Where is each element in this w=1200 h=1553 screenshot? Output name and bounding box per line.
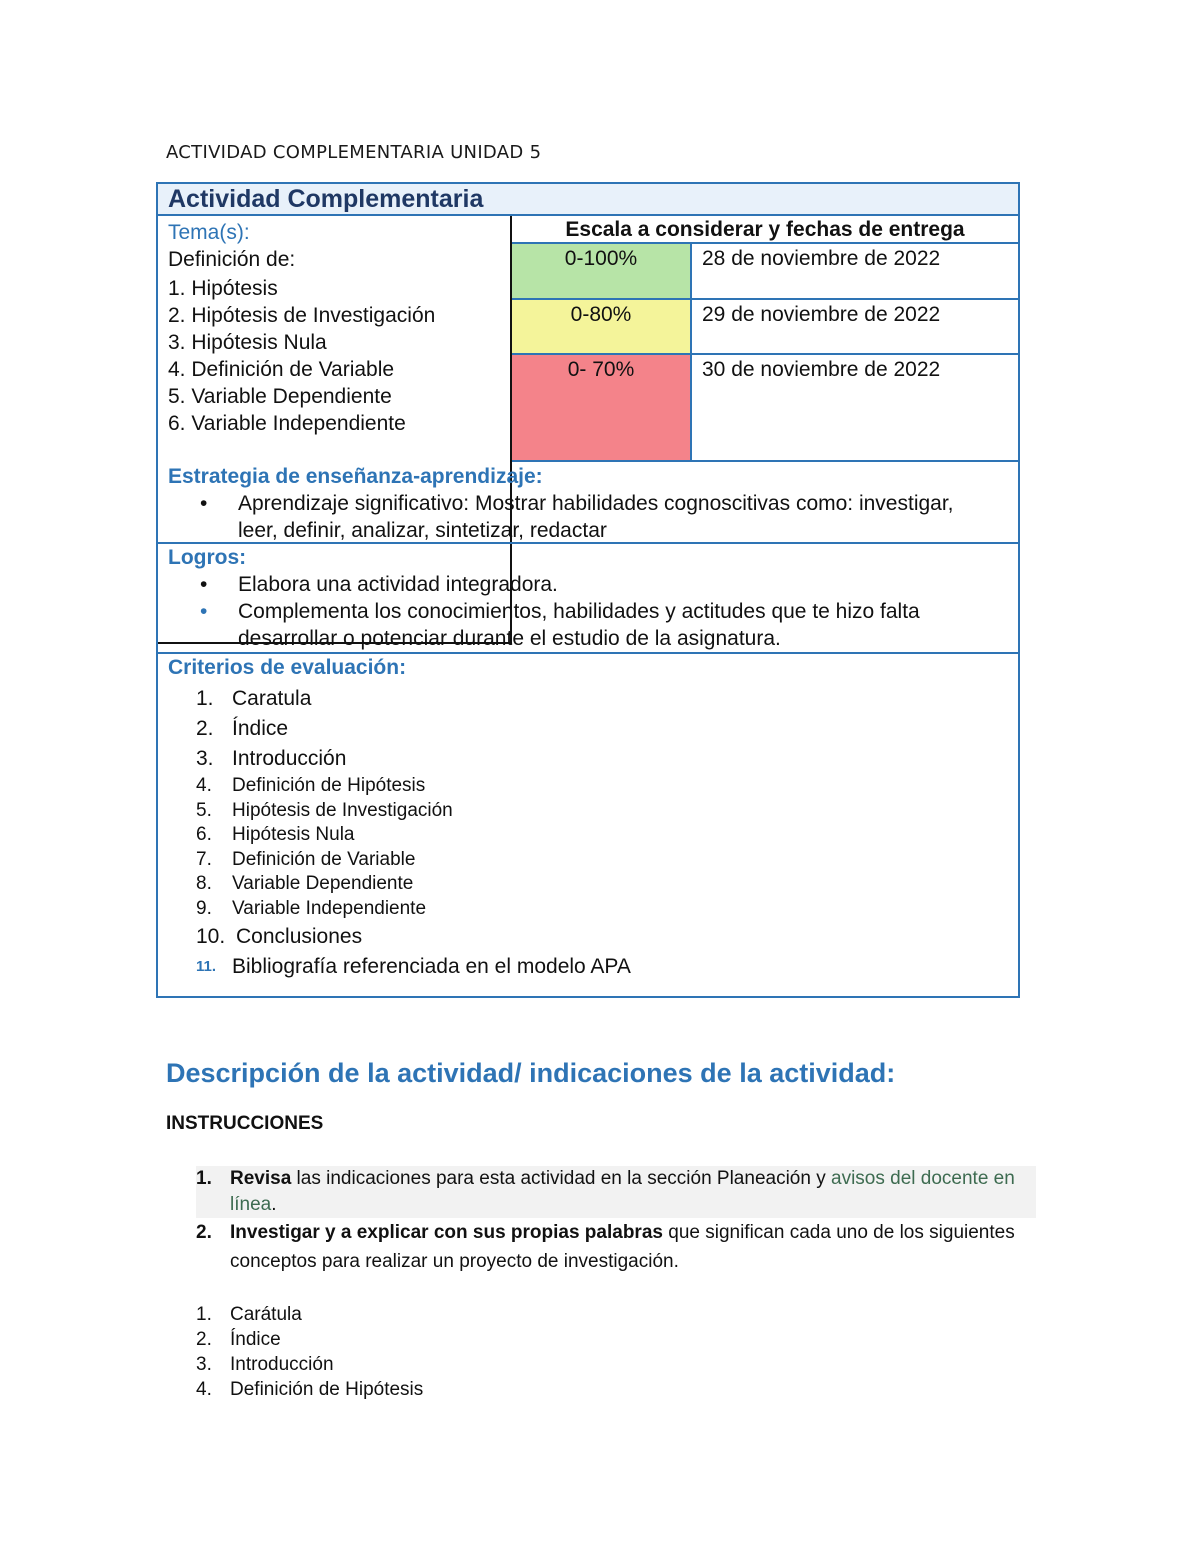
instrucciones-title: INSTRUCCIONES [166, 1113, 324, 1134]
descripcion-title: Descripción de la actividad/ indicaciones de la actividad: [166, 1058, 896, 1088]
list-item [196, 1166, 1036, 1218]
list-item [196, 1302, 423, 1327]
instruccion-end: . [271, 1194, 277, 1215]
concepto-text: Índice [230, 1329, 281, 1350]
criterios-list [196, 684, 631, 982]
list-item [196, 897, 631, 922]
criterio-text: Hipótesis de Investigación [232, 799, 453, 821]
escala-date: 28 de noviembre de 2022 [702, 247, 941, 270]
item-number: 3. [196, 1354, 212, 1375]
list-item [196, 1327, 423, 1352]
temas-intro: Definición de: [168, 248, 296, 271]
list-item [196, 848, 631, 873]
avisos-link[interactable]: avisos del docente en línea [230, 1168, 1015, 1215]
escala-date: 30 de noviembre de 2022 [702, 358, 941, 381]
criterio-text: Definición de Hipótesis [232, 775, 426, 796]
tema-item: 1. Hipótesis [168, 277, 278, 300]
list-item [200, 490, 988, 544]
document-header: ACTIVIDAD COMPLEMENTARIA UNIDAD 5 [166, 142, 542, 163]
list-item [196, 774, 631, 799]
activity-table [156, 182, 1020, 998]
bullet-icon: • [200, 573, 208, 596]
instruccion-bold: Investigar y a explicar con sus propias palabras [230, 1222, 663, 1243]
list-item [196, 1377, 423, 1402]
list-item [200, 571, 988, 598]
list-item [196, 744, 631, 774]
logros-list [200, 571, 988, 652]
instruccion-bold: Revisa [230, 1168, 292, 1189]
item-number: 5. [196, 799, 212, 821]
item-number: 2. [196, 717, 214, 740]
criterio-text: Caratula [232, 687, 312, 710]
temas-label: Tema(s): [168, 221, 250, 244]
logro-item-text: Complementa los conocimientos, habilidades y actitudes que te hizo falta desarrollar o potenciar durante el estudio de la asignatura. [238, 600, 920, 650]
list-item [196, 1218, 1036, 1276]
list-item [200, 598, 988, 652]
estrategia-label: Estrategia de enseñanza-aprendizaje: [168, 465, 543, 488]
temas-list [168, 275, 435, 437]
criterio-text: Bibliografía referenciada en el modelo APA [232, 954, 631, 978]
criterio-text: Índice [232, 717, 289, 740]
concepto-text: Definición de Hipótesis [230, 1379, 424, 1400]
logro-item-text: Elabora una actividad integradora. [238, 573, 558, 596]
list-item [196, 714, 631, 744]
list-item [196, 823, 631, 848]
item-number: 2. [196, 1222, 212, 1243]
criterio-text: Hipótesis Nula [232, 824, 355, 846]
list-item [196, 922, 631, 952]
escala-header: Escala a considerar y fechas de entrega [512, 216, 1018, 244]
escala-date: 29 de noviembre de 2022 [702, 303, 941, 326]
bullet-icon: • [200, 600, 208, 623]
escala-percent: 0- 70% [512, 355, 692, 460]
tema-item: 3. Hipótesis Nula [168, 331, 327, 354]
item-number: 1. [196, 1304, 212, 1325]
list-item [196, 872, 631, 897]
concepto-text: Carátula [230, 1304, 302, 1325]
tema-item: 5. Variable Dependiente [168, 385, 392, 408]
list-item [196, 799, 631, 824]
escala-percent: 0-100% [512, 244, 692, 298]
item-number: 1. [196, 687, 214, 710]
list-item [196, 952, 631, 982]
table-title: Actividad Complementaria [168, 185, 484, 213]
escala-row [512, 355, 1018, 462]
criterios-section [158, 654, 1018, 996]
tema-item: 6. Variable Independiente [168, 412, 406, 435]
item-number: 2. [196, 1329, 212, 1350]
logros-label: Logros: [168, 546, 247, 569]
list-item [196, 684, 631, 714]
item-number: 6. [196, 824, 212, 846]
conceptos-list [196, 1302, 423, 1402]
criterio-text: Conclusiones [236, 924, 363, 948]
item-number: 7. [196, 848, 212, 870]
instruccion-text: las indicaciones para esta actividad en la sección Planeación y [291, 1168, 831, 1189]
item-number: 1. [196, 1168, 212, 1189]
estrategia-list [200, 490, 988, 544]
criterio-text: Introducción [232, 747, 347, 770]
instrucciones-list [196, 1166, 1036, 1276]
criterios-label: Criterios de evaluación: [168, 656, 407, 679]
concepto-text: Introducción [230, 1354, 334, 1375]
criterio-text: Variable Dependiente [232, 873, 414, 895]
criterio-text: Variable Independiente [232, 897, 427, 919]
escala-row [512, 244, 1018, 300]
escala-row [512, 300, 1018, 355]
logros-section [158, 544, 1018, 654]
item-number: 8. [196, 873, 212, 895]
escala-percent: 0-80% [512, 300, 692, 353]
list-item [196, 1352, 423, 1377]
tema-item: 2. Hipótesis de Investigación [168, 304, 436, 327]
item-number: 3. [196, 747, 214, 770]
item-number: 4. [196, 775, 212, 796]
estrategia-section [158, 462, 1018, 544]
criterio-text: Definición de Variable [232, 848, 416, 870]
estrategia-item-text: Aprendizaje significativo: Mostrar habilidades cognoscitivas como: investigar, leer, definir, analizar, sintetizar, redactar [238, 492, 954, 542]
item-number: 10. [196, 924, 226, 948]
table-title-bar [158, 184, 1018, 216]
item-number: 4. [196, 1379, 212, 1400]
instruccion-text: que significan cada uno de los siguientes conceptos para realizar un proyecto de investigación. [230, 1222, 1015, 1272]
item-number: 9. [196, 897, 212, 919]
tema-item: 4. Definición de Variable [168, 358, 395, 381]
item-number: 11. [196, 957, 217, 975]
bullet-icon: • [200, 492, 208, 515]
